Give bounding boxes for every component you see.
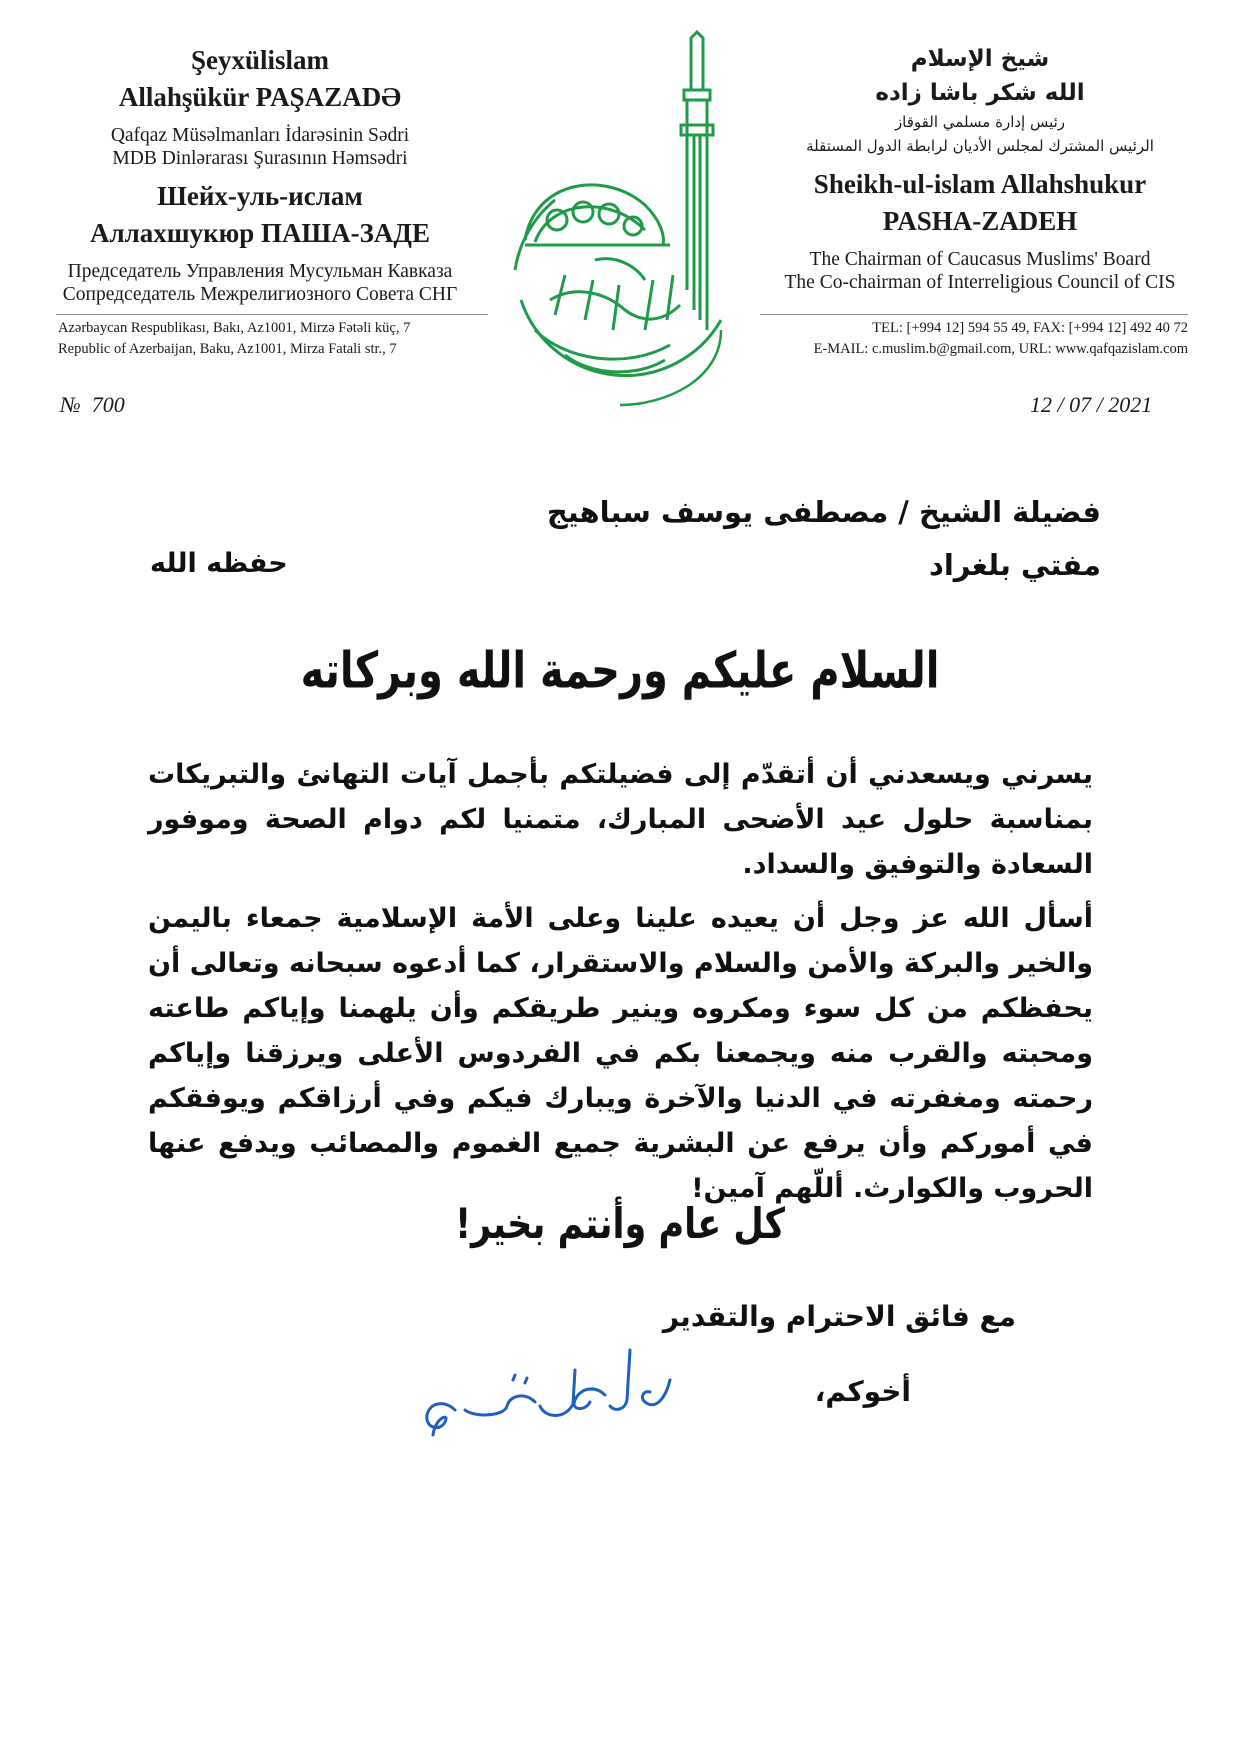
greeting-calligraphy: السلام عليكم ورحمة الله وبركاته [300,642,940,700]
number-value: 700 [91,392,125,417]
letterhead-left [50,42,470,306]
en-role-1: The Chairman of Caucasus Muslims' Board [809,249,1151,270]
contact-line-2: E-MAIL: c.muslim.b@gmail.com, URL: www.qafqazislam.com [813,341,1188,357]
divider-right [760,314,1188,315]
ar-role-2: الرئيس المشترك لمجلس الأديان لرابطة الدول المستقلة [806,137,1154,155]
number-sign: № [60,392,81,417]
ru-role-2: Сопредседатель Межрелигиозного Совета СНГ [62,284,458,305]
reference-number [60,392,125,418]
az-title: Şeyxülislam [190,45,330,75]
signoff-line: أخوكم، [814,1375,911,1408]
eid-wish: كل عام وأنتم بخير! [455,1201,785,1249]
en-title: Sheikh-ul-islam Allahshukur [813,169,1147,199]
address-block [58,318,488,360]
contact-block [720,318,1188,360]
ru-name: Аллахшукюр ПАША-ЗАДЕ [89,218,431,248]
contact-line-1: TEL: [+994 12] 594 55 49, FAX: [+994 12] 492 40 72 [872,320,1188,336]
handwritten-signature [415,1340,685,1450]
honorific: حفظه الله [150,548,288,579]
az-role-2: MDB Dinlərarası Şurasının Həmsədri [112,148,408,169]
mosque-emblem-logo [495,30,747,410]
addressee-line-2: مفتي بلغراد [928,548,1101,582]
letter-date: 12 / 07 / 2021 [1030,392,1153,417]
letterhead-right [770,42,1190,294]
ar-title: شيخ الإسلام [910,46,1050,72]
closing-line: مع فائق الاحترام والتقدير [662,1300,1016,1333]
divider-left [56,314,488,315]
ru-role-1: Председатель Управления Мусульман Кавказа [67,261,453,282]
paragraph-2: أسأل الله عز وجل أن يعيده علينا وعلى الأمة الإسلامية جمعاء باليمن والخير والبركة والأمن والسلام والاستقرار، كما أدعوه سبحانه وتعالى أن يحفظكم من كل سوء ومكروه وينير طريقكم وأن يلهمنا وإياكم طاعته ومحبته والقرب منه ويجمعنا بكم في الفردوس الأعلى ويرزقنا وإياكم رحمته ومغفرته في الدنيا والآخرة ويبارك فيكم وفي أرزاقكم ويوفقكم في أموركم وأن يرفع عن البشرية جميع الغموم والمصائب ويدفع عنها الحروب والكوارث. أللّهم آمين! [148,903,1093,1204]
ru-title: Шейх-уль-ислам [157,181,363,211]
paragraph-1: يسرني ويسعدني أن أتقدّم إلى فضيلتكم بأجمل آيات التهانئ والتبريكات بمناسبة حلول عيد الأضحى المبارك، متمنيا لكم دوام الصحة وموفور السعادة والتوفيق والسداد. [148,759,1093,880]
az-name: Allahşükür PAŞAZADƏ [118,82,402,112]
address-line-2: Republic of Azerbaijan, Baku, Az1001, Mirza Fatali str., 7 [58,341,397,357]
address-line-1: Azərbaycan Respublikası, Bakı, Az1001, Mirzə Fətəli küç, 7 [58,320,411,336]
addressee-line-1: فضيلة الشيخ / مصطفى يوسف سباهيج [546,495,1101,529]
ar-role-1: رئيس إدارة مسلمي القوقاز [894,113,1066,131]
en-role-2: The Co-chairman of Interreligious Council of CIS [784,272,1176,293]
ar-name: الله شكر باشا زاده [875,80,1085,106]
az-role-1: Qafqaz Müsəlmanları İdarəsinin Sədri [110,125,410,146]
en-name: PASHA-ZADEH [882,206,1078,236]
